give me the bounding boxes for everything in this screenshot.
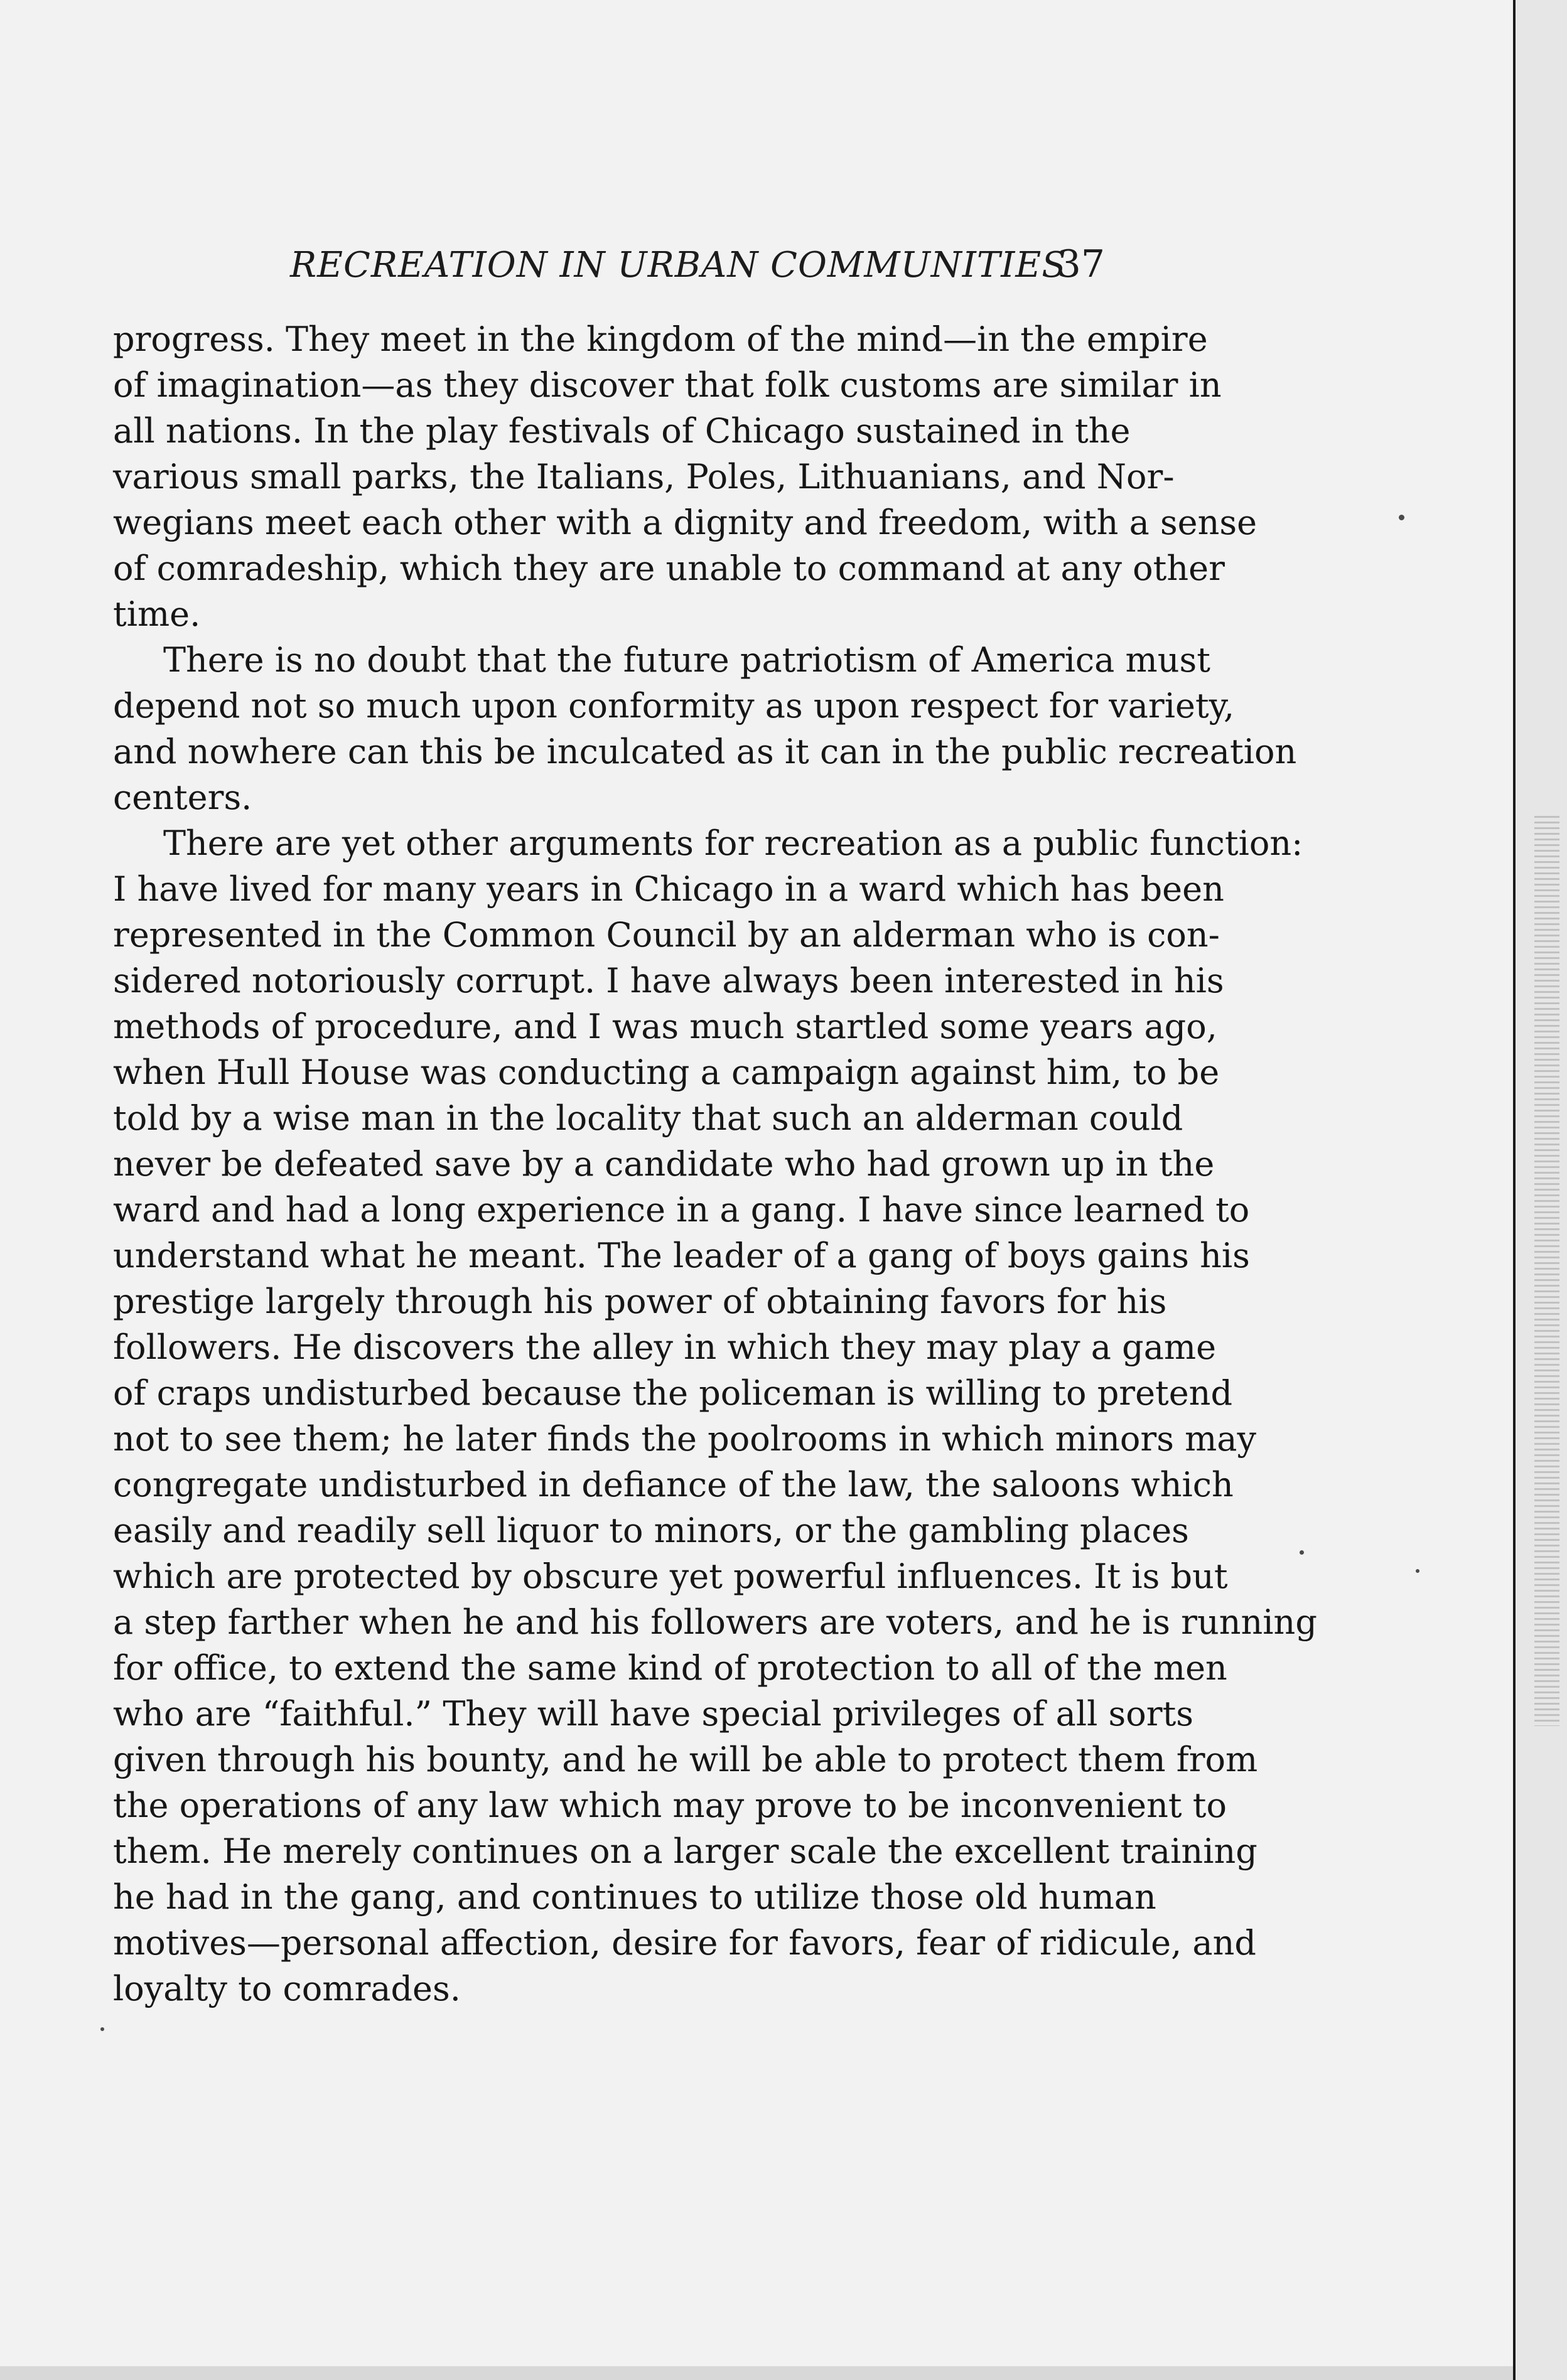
- text-line: ward and had a long experience in a gang. I have since learned to: [113, 1190, 1250, 1230]
- scan-speck: [1416, 1569, 1419, 1573]
- scan-speck: [1300, 1550, 1304, 1555]
- text-line: them. He merely continues on a larger scale the excellent training: [113, 1831, 1257, 1871]
- text-line: when Hull House was conducting a campaign against him, to be: [113, 1053, 1220, 1092]
- text-line: loyalty to comrades.: [113, 1969, 461, 2008]
- text-line: represented in the Common Council by an alderman who is con-: [113, 915, 1220, 955]
- text-line: sidered notoriously corrupt. I have always been interested in his: [113, 961, 1224, 1000]
- text-line: various small parks, the Italians, Poles, Lithuanians, and Nor-: [113, 457, 1175, 496]
- text-line: a step farther when he and his followers are voters, and he is running: [113, 1602, 1317, 1642]
- text-line: prestige largely through his power of obtaining favors for his: [113, 1282, 1167, 1321]
- running-head: [113, 233, 1117, 303]
- text-line: not to see them; he later finds the poolrooms in which minors may: [113, 1419, 1256, 1459]
- running-title: RECREATION IN URBAN COMMUNITIES: [290, 245, 1067, 286]
- text-line: followers. He discovers the alley in which they may play a game: [113, 1327, 1217, 1367]
- text-line: who are “faithful.” They will have special privileges of all sorts: [113, 1694, 1193, 1734]
- text-line: of craps undisturbed because the policeman is willing to pretend: [113, 1373, 1233, 1413]
- text-line: the operations of any law which may prove to be inconvenient to: [113, 1786, 1227, 1825]
- text-line: time.: [113, 594, 201, 634]
- text-line: methods of procedure, and I was much startled some years ago,: [113, 1007, 1217, 1046]
- text-line: There are yet other arguments for recreation as a public function:: [163, 823, 1303, 863]
- body-text: [113, 316, 1317, 2012]
- paragraph: [113, 637, 1297, 820]
- text-line: and nowhere can this be inculcated as it can in the public recreation: [113, 732, 1297, 771]
- text-line: all nations. In the play festivals of Chicago sustained in the: [113, 411, 1131, 451]
- text-line: easily and readily sell liquor to minors, or the gambling places: [113, 1511, 1189, 1550]
- text-line: never be defeated save by a candidate who had grown up in the: [113, 1144, 1215, 1184]
- adjacent-page-edge: [1513, 0, 1567, 2380]
- text-line: progress. They meet in the kingdom of the mind—in the empire: [113, 319, 1208, 359]
- scan-speck: [100, 2027, 104, 2031]
- text-line: given through his bounty, and he will be able to protect them from: [113, 1740, 1258, 1779]
- text-line: for office, to extend the same kind of protection to all of the men: [113, 1648, 1227, 1688]
- text-line: centers.: [113, 778, 252, 817]
- text-line: which are protected by obscure yet powerful influences. It is but: [113, 1557, 1228, 1596]
- page-bottom-edge: [0, 2366, 1513, 2380]
- page-number: 37: [1057, 242, 1105, 286]
- text-line: of imagination—as they discover that folk customs are similar in: [113, 365, 1222, 405]
- text-line: There is no doubt that the future patriotism of America must: [163, 640, 1210, 680]
- paragraph: [113, 316, 1257, 637]
- text-line: I have lived for many years in Chicago in a ward which has been: [113, 869, 1224, 909]
- text-line: motives—personal affection, desire for favors, fear of ridicule, and: [113, 1923, 1256, 1963]
- text-line: understand what he meant. The leader of a gang of boys gains his: [113, 1236, 1250, 1275]
- text-line: congregate undisturbed in defiance of the law, the saloons which: [113, 1465, 1234, 1504]
- text-line: told by a wise man in the locality that such an alderman could: [113, 1098, 1183, 1138]
- text-line: wegians meet each other with a dignity and freedom, with a sense: [113, 503, 1257, 542]
- text-line: of comradeship, which they are unable to command at any other: [113, 549, 1225, 588]
- page-edge-grain: [1534, 816, 1559, 1726]
- scan-speck: [1399, 515, 1404, 520]
- text-line: he had in the gang, and continues to utilize those old human: [113, 1877, 1156, 1917]
- text-line: depend not so much upon conformity as upon respect for variety,: [113, 686, 1235, 726]
- paragraph: [113, 820, 1317, 2012]
